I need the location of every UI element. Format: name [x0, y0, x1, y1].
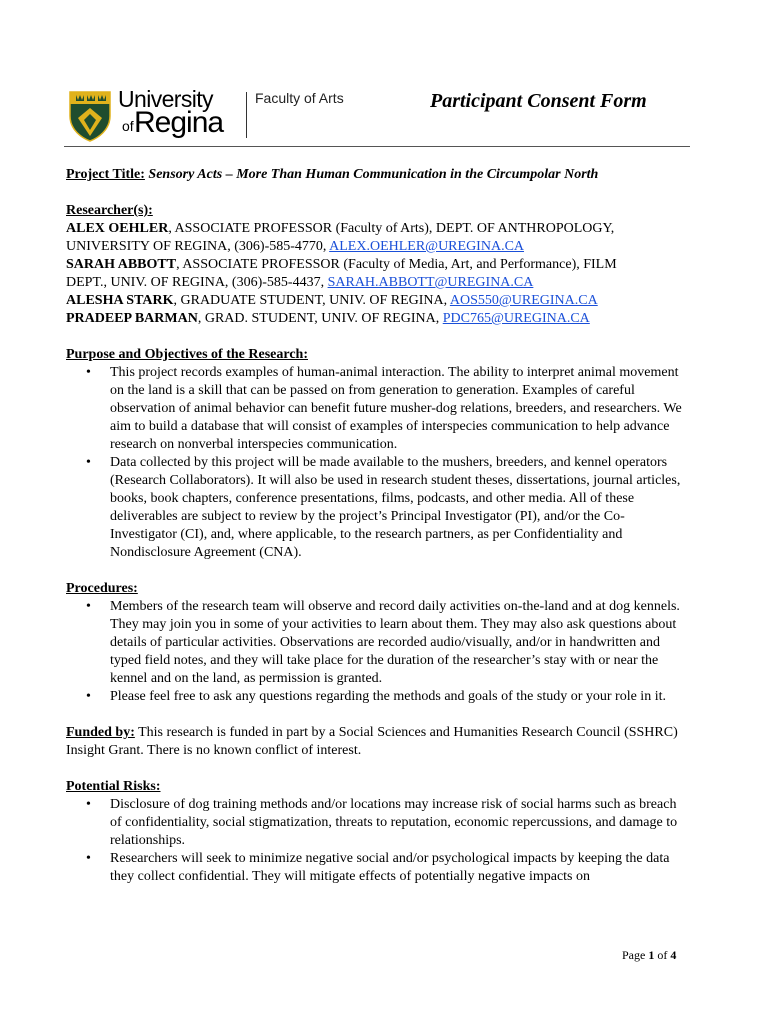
risks-item: • Researchers will seek to minimize negative social and/or psychological impacts by keeping the data they collect confidential. They will mitigate effects of potentially negative impacts on: [110, 850, 690, 886]
logo-university-text: University: [118, 86, 213, 112]
header-rule: [64, 146, 690, 147]
faculty-label: Faculty of Arts: [255, 90, 344, 106]
logo-divider: [246, 92, 247, 138]
procedures-heading: Procedures:: [66, 581, 138, 596]
page-current: 1: [648, 948, 655, 962]
researcher-1-details-a: , ASSOCIATE PROFESSOR (Faculty of Arts), DEPT. OF ANTHROPOLOGY,: [168, 221, 615, 236]
funding-paragraph: [66, 724, 690, 760]
project-title-line: [66, 166, 690, 184]
researcher-4: [66, 310, 690, 328]
researcher-2-name: SARAH ABBOTT: [66, 257, 177, 272]
purpose-heading: Purpose and Objectives of the Research:: [66, 347, 308, 362]
project-title: Sensory Acts – More Than Human Communication in the Circumpolar North: [148, 167, 599, 182]
page-number: [622, 948, 676, 963]
researcher-1-name: ALEX OEHLER: [66, 221, 169, 236]
procedures-list: [66, 598, 690, 706]
page-word: Page: [622, 948, 649, 962]
researcher-2-details-a: , ASSOCIATE PROFESSOR (Faculty of Media, Art, and Performance), FILM: [176, 257, 617, 272]
researcher-2: [66, 256, 690, 292]
project-title-label: Project Title:: [66, 167, 145, 182]
purpose-item: • This project records examples of human-animal interaction. The ability to interpret animal movement on the land is a skill that can be passed on from generation to generation. Examples of careful observation of animal behavior can benefit future musher-dog relations, breeders, and researchers. We aim to build a database that will consist of examples of interspecies communication to help advance research on nonverbal interspecies communication.: [110, 364, 690, 454]
page-of-word: of: [654, 948, 671, 962]
researcher-4-name: PRADEEP BARMAN: [66, 311, 198, 326]
funded-by-text: This research is funded in part by a Social Sciences and Humanities Research Council (SSHRC) Insight Grant. There is no known conflict of interest.: [66, 725, 678, 758]
risks-heading: Potential Risks:: [66, 779, 161, 794]
form-title: Participant Consent Form: [430, 90, 647, 112]
form-body: [66, 166, 690, 886]
researcher-1-email-link[interactable]: ALEX.OEHLER@UREGINA.CA: [329, 239, 525, 254]
risks-item: • Disclosure of dog training methods and/or locations may increase risk of social harms such as breach of confidentiality, social stigmatization, threats to reputation, economic repercussions, and damage to relationships.: [110, 796, 690, 850]
researcher-2-email-link[interactable]: SARAH.ABBOTT@UREGINA.CA: [327, 275, 534, 290]
purpose-list: [66, 364, 690, 562]
purpose-item: • Data collected by this project will be made available to the mushers, breeders, and kennel operators (Research Collaborators). It will also be used in research student theses, dissertations, journal articles, books, book chapters, conference presentations, films, podcasts, and other media. All of these deliverables are subject to review by the project’s Principal Investigator (PI), and/or the Co-Investigator (CI), and, where applicable, to the research partners, as per Confidentiality and Nondisclosure Agreement (CNA).: [110, 454, 690, 562]
logo-regina-text: Regina: [134, 106, 224, 139]
researcher-1: [66, 220, 690, 256]
researcher-3: [66, 292, 690, 310]
logo-of-text: of: [122, 118, 134, 134]
researcher-3-email-link[interactable]: AOS550@UREGINA.CA: [449, 293, 598, 308]
researcher-1-details-b: UNIVERSITY OF REGINA, (306)-585-4770,: [66, 239, 330, 254]
researcher-4-details: , GRAD. STUDENT, UNIV. OF REGINA,: [197, 311, 443, 326]
funded-by-label: Funded by:: [66, 725, 135, 740]
crest-shield-icon: [68, 90, 112, 142]
procedures-item: • Please feel free to ask any questions regarding the methods and goals of the study or your role in it.: [110, 688, 690, 706]
procedures-item: • Members of the research team will observe and record daily activities on-the-land and at dog kennels. They may join you in some of your activities to learn about them. They may also ask questions about details of particular activities. Observations are recorded audio/visually, and/or in handwritten and typed field notes, and they will take place for the duration of the researcher’s stay with or near the kennel and on the land, as permission is granted.: [110, 598, 690, 688]
researchers-heading: Researcher(s):: [66, 203, 153, 218]
researcher-4-email-link[interactable]: PDC765@UREGINA.CA: [442, 311, 590, 326]
researcher-3-details: , GRADUATE STUDENT, UNIV. OF REGINA,: [173, 293, 450, 308]
page-total: 4: [670, 948, 677, 962]
risks-list: [66, 796, 690, 886]
researcher-2-details-b: DEPT., UNIV. OF REGINA, (306)-585-4437,: [66, 275, 328, 290]
university-logo: [64, 84, 264, 148]
researcher-3-name: ALESHA STARK: [66, 293, 174, 308]
